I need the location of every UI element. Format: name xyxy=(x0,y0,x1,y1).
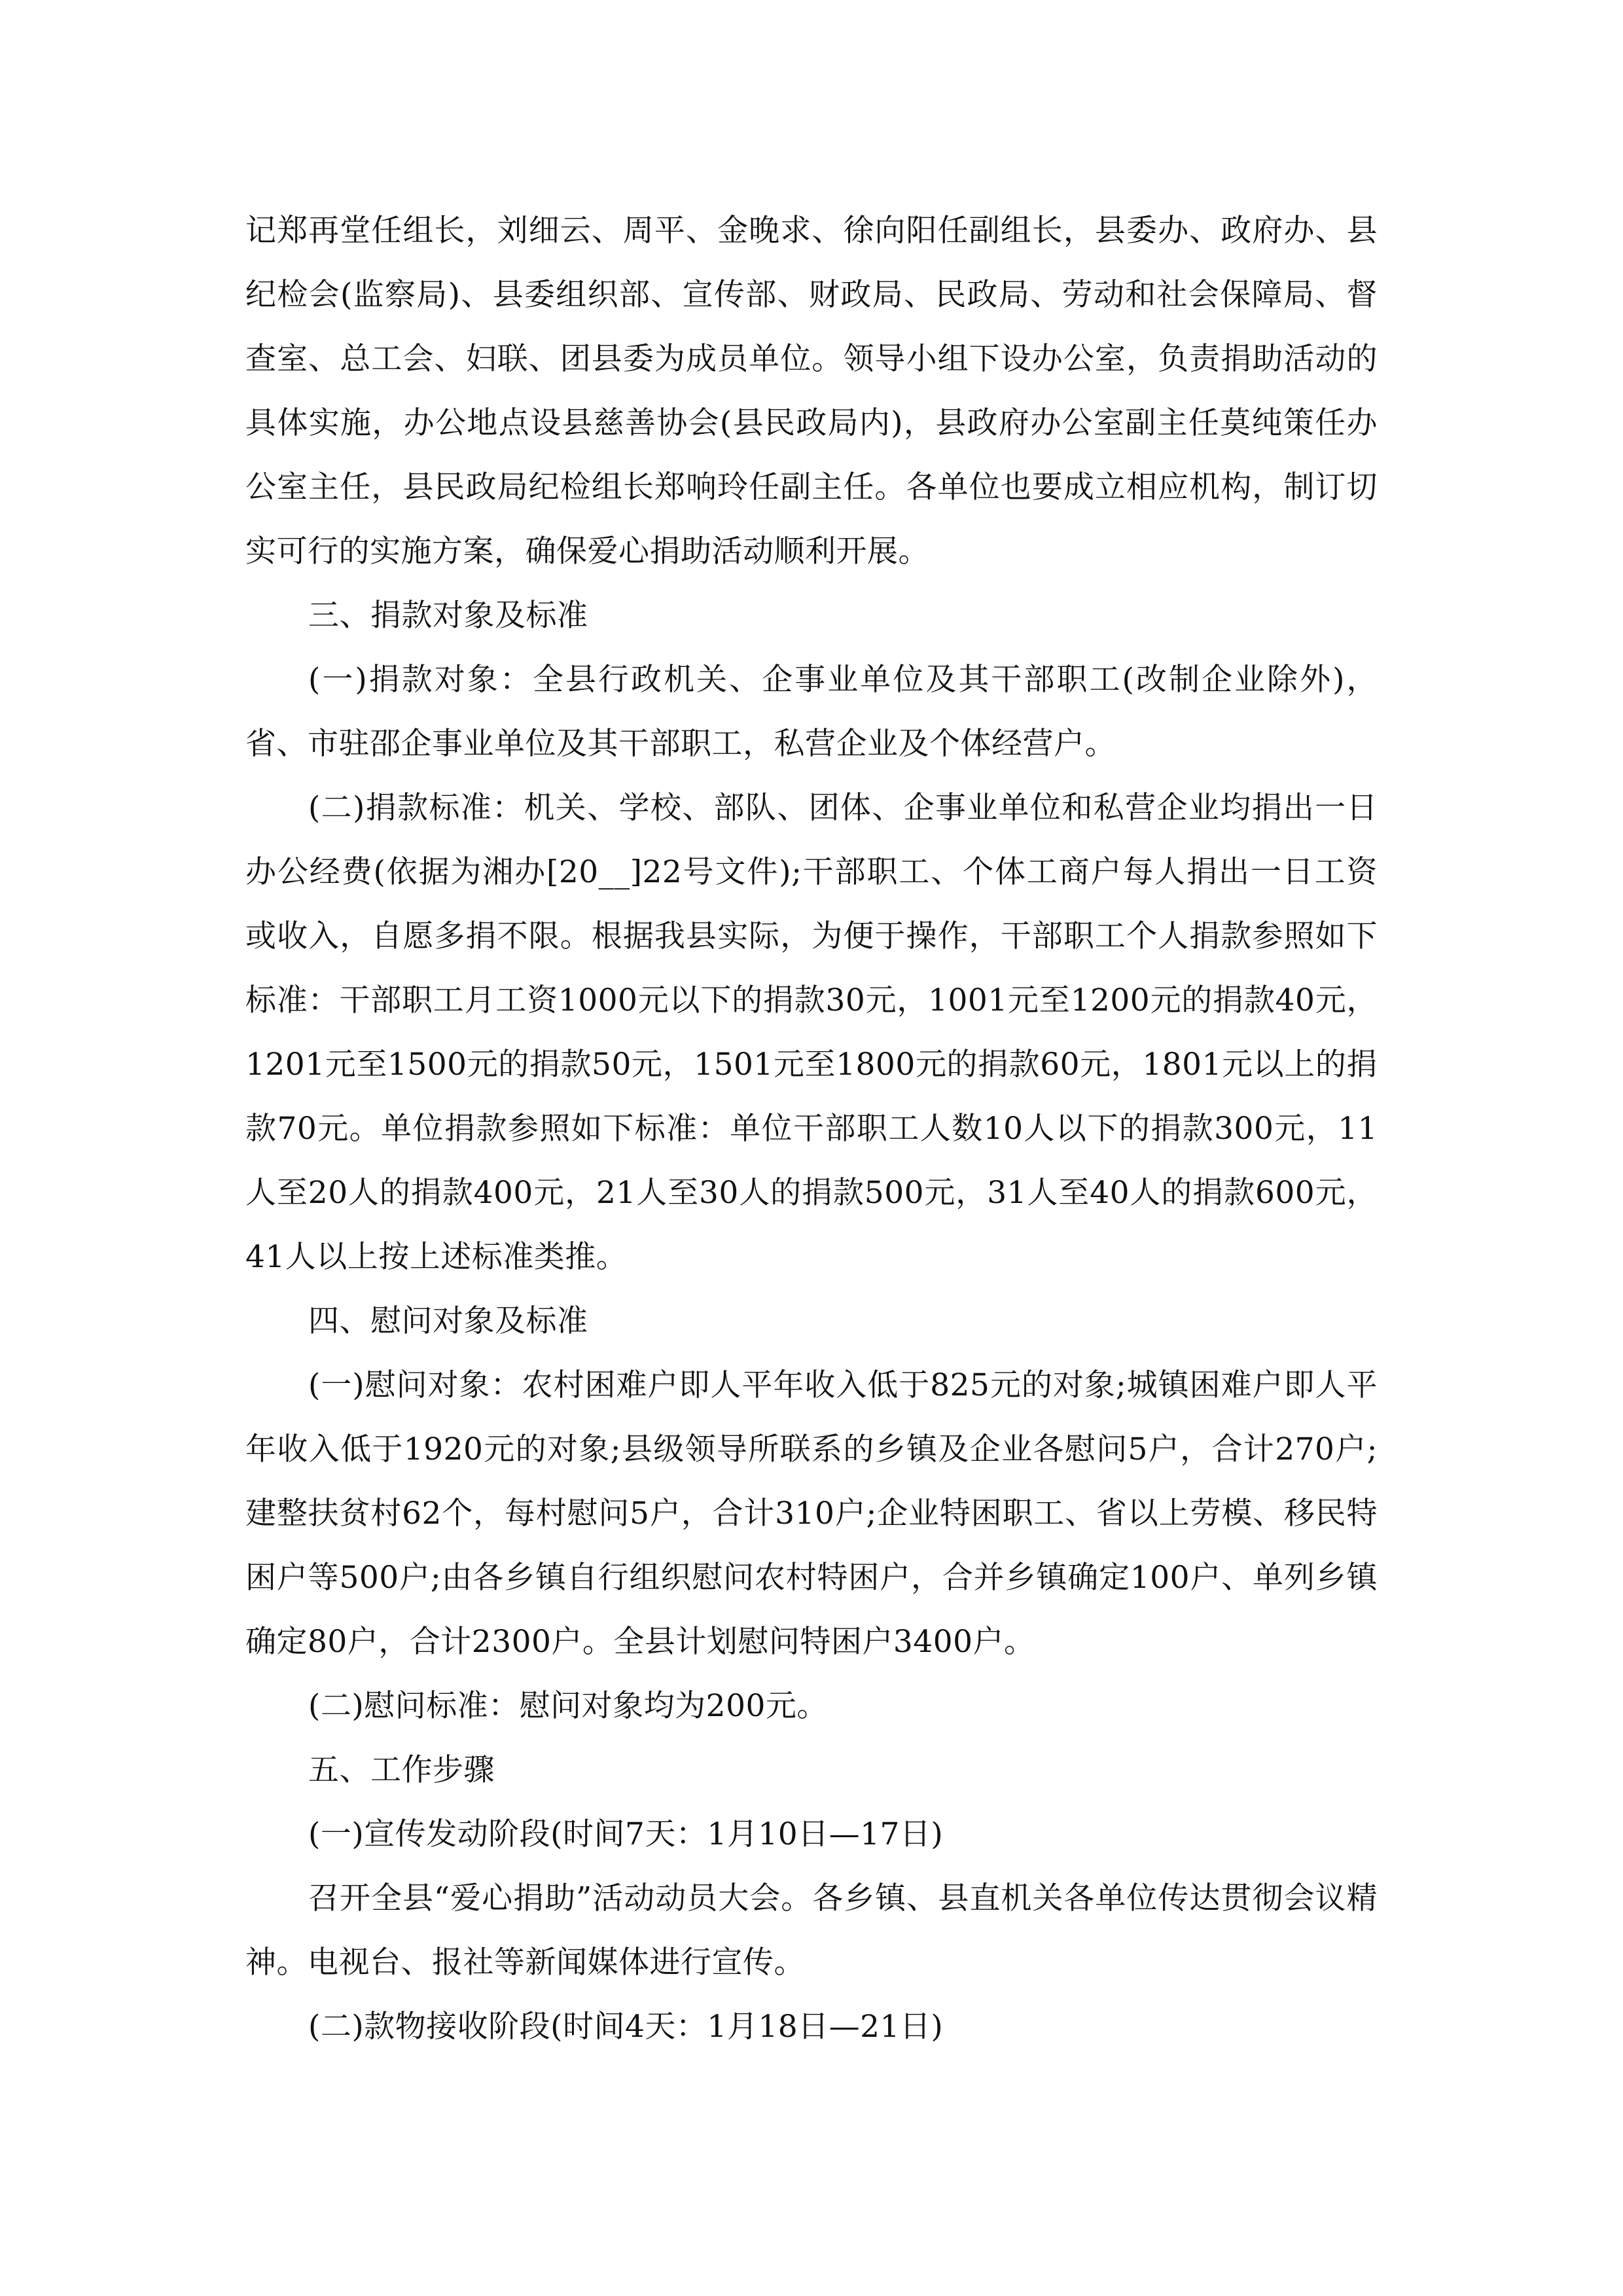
paragraph-publicity-details: 召开全县“爱心捐助”活动动员大会。各乡镇、县直机关各单位传达贯彻会议精神。电视台、报社等新闻媒体进行宣传。 xyxy=(245,1880,1378,1981)
step-publicity-stage: (一)宣传发动阶段(时间7天：1月10日—17日) xyxy=(308,1816,944,1852)
section-heading-work-steps: 五、工作步骤 xyxy=(308,1752,495,1788)
paragraph-donation-standards: (二)捐款标准：机关、学校、部队、团体、企事业单位和私营企业均捐出一日办公经费(依据为湘办[20__]22号文件);干部职工、个体工商户每人捐出一日工资或收入，自愿多捐不限。根据我县实际，为便于操作，干部职工个人捐款参照如下标准：干部职工月工资1000元以下的捐款30元，1001元至1200元的捐款40元，1201元至1500元的捐款50元，1501元至1800元的捐款60元，1801元以上的捐款70元。单位捐款参照如下标准：单位干部职工人数10人以下的捐款300元，11人至20人的捐款400元，21人至30人的捐款500元，31人至40人的捐款600元，41人以上按上述标准类推。 xyxy=(245,790,1378,1275)
section-heading-donation: 三、捐款对象及标准 xyxy=(308,598,588,634)
paragraph-leadership-group: 记郑再堂任组长，刘细云、周平、金晚求、徐向阳任副组长，县委办、政府办、县纪检会(监察局)、县委组织部、宣传部、财政局、民政局、劳动和社会保障局、督查室、总工会、妇联、团县委为成员单位。领导小组下设办公室，负责捐助活动的具体实施，办公地点设县慈善协会(县民政局内)，县政府办公室副主任莫纯策任办公室主任，县民政局纪检组长郑响玲任副主任。各单位也要成立相应机构，制订切实可行的实施方案，确保爱心捐助活动顺利开展。 xyxy=(245,213,1378,569)
paragraph-donation-targets: (一)捐款对象：全县行政机关、企事业单位及其干部职工(改制企业除外)，省、市驻邵企事业单位及其干部职工，私营企业及个体经营户。 xyxy=(245,662,1378,762)
paragraph-condolence-standards: (二)慰问标准：慰问对象均为200元。 xyxy=(308,1688,828,1724)
paragraph-condolence-targets: (一)慰问对象：农村困难户即人平年收入低于825元的对象;城镇困难户即人平年收入低于1920元的对象;县级领导所联系的乡镇及企业各慰问5户，合计270户;建整扶贫村62个，每村慰问5户，合计310户;企业特困职工、省以上劳模、移民特困户等500户;由各乡镇自行组织慰问农村特困户，合并乡镇确定100户、单列乡镇确定80户，合计2300户。全县计划慰问特困户3400户。 xyxy=(245,1367,1378,1660)
step-receiving-stage: (二)款物接收阶段(时间4天：1月18日—21日) xyxy=(308,2009,944,2045)
section-heading-condolence: 四、慰问对象及标准 xyxy=(308,1303,588,1339)
document-body xyxy=(245,199,1378,2059)
